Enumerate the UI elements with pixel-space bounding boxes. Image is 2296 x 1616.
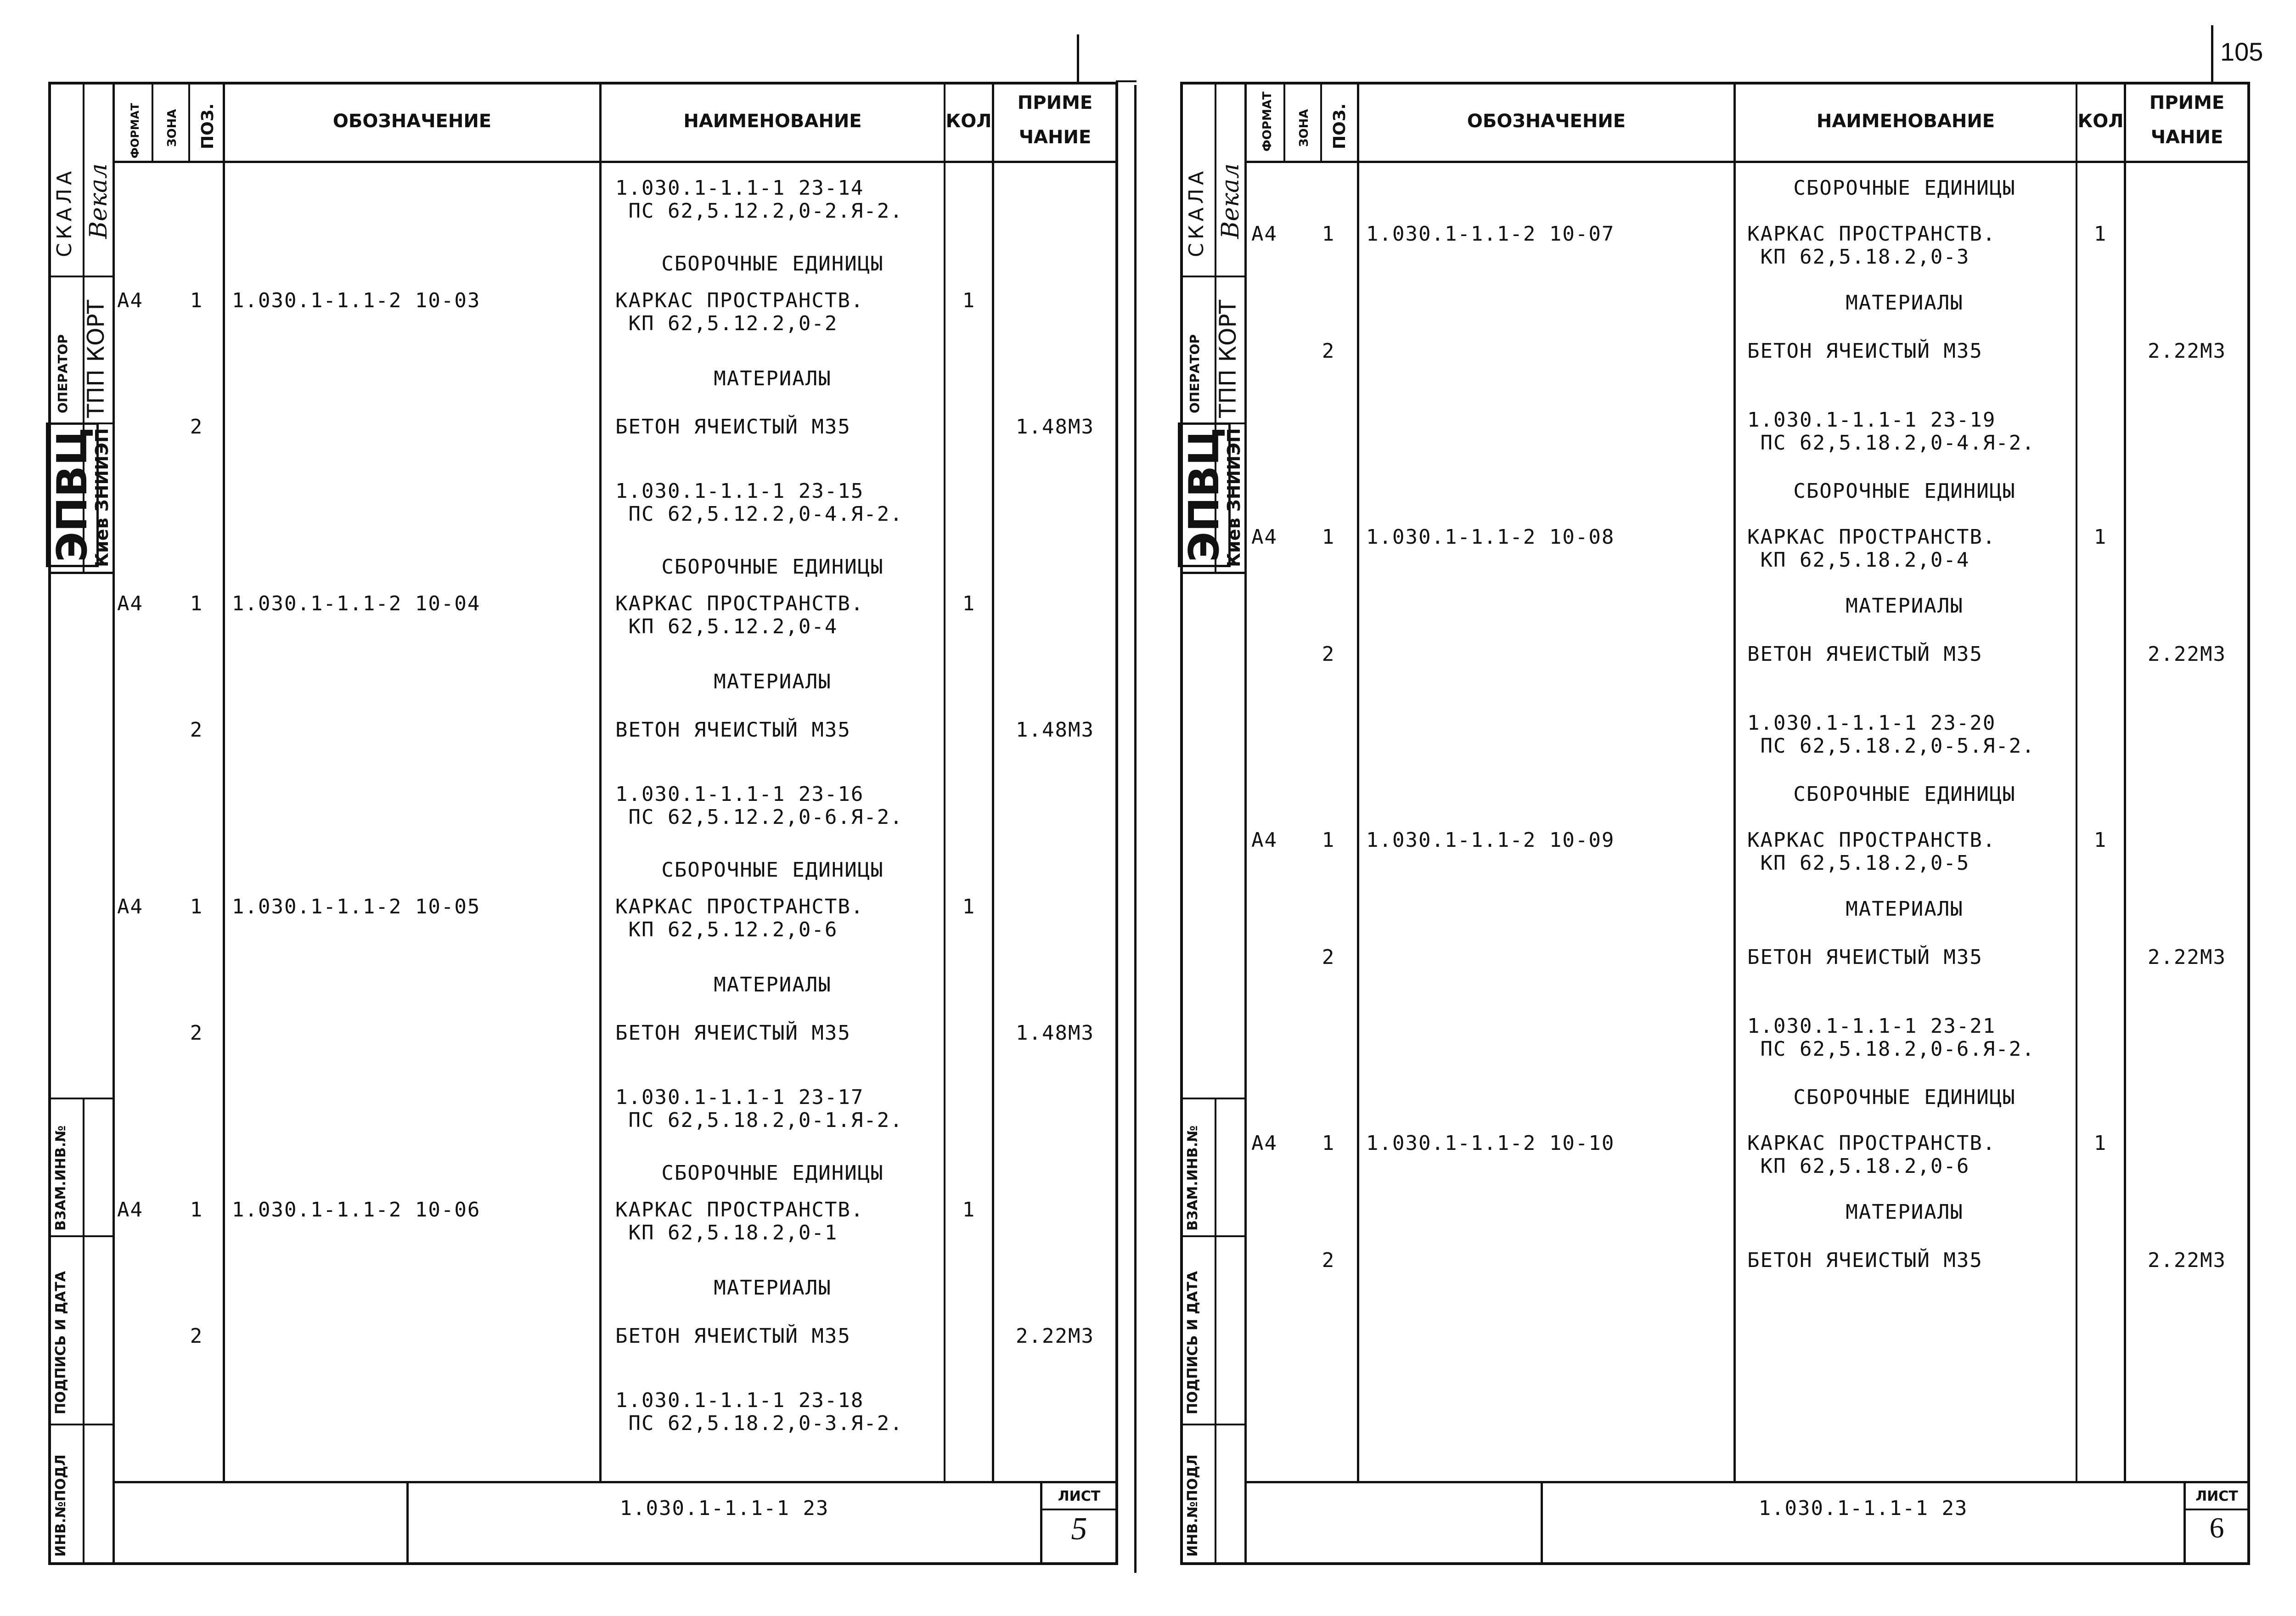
row-position: 1: [1322, 1132, 1335, 1155]
inv-label: ИНВ.№ПОДЛ: [53, 1454, 69, 1557]
row-name: 1.030.1-1.1-1 23-18 ПС 62,5.18.2,0-3.Я-2.: [615, 1389, 903, 1435]
header-qty-right: КОЛ: [2077, 111, 2124, 132]
row-section-title: МАТЕРИАЛЫ: [714, 1276, 832, 1300]
podpis-label: ПОДПИСЬ И ДАТА: [53, 1271, 69, 1414]
row-note: 2.22М3: [2148, 946, 2226, 969]
row-designation: 1.030.1-1.1-2 10-04: [232, 592, 481, 615]
header-zone: ЗОНА: [165, 109, 179, 147]
row-name: БЕТОН ЯЧЕИСТЫЙ М35: [615, 1324, 851, 1348]
podpis-label-right: ПОДПИСЬ И ДАТА: [1185, 1271, 1201, 1414]
inv-label-right: ИНВ.№ПОДЛ: [1185, 1454, 1201, 1557]
left-sheet-number: 5: [1071, 1511, 1087, 1547]
row-section-title: СБОРОЧНЫЕ ЕДИНИЦЫ: [1793, 1086, 2016, 1109]
row-section-title: СБОРОЧНЫЕ ЕДИНИЦЫ: [661, 252, 884, 276]
row-note: 2.22М3: [1016, 1324, 1094, 1348]
row-section-title: СБОРОЧНЫЕ ЕДИНИЦЫ: [661, 1161, 884, 1185]
row-designation: 1.030.1-1.1-2 10-06: [232, 1198, 481, 1222]
row-name: ВЕТОН ЯЧЕИСТЫЙ М35: [1747, 642, 1983, 666]
row-format: А4: [117, 1198, 143, 1222]
row-position: 1: [1322, 222, 1335, 246]
row-quantity: 1: [962, 592, 976, 615]
row-quantity: 1: [2093, 222, 2107, 246]
row-format: А4: [117, 592, 143, 615]
row-note: 2.22М3: [2148, 642, 2226, 666]
row-designation: 1.030.1-1.1-2 10-07: [1366, 222, 1615, 246]
right-sheet-number: 6: [2209, 1511, 2224, 1544]
row-name: 1.030.1-1.1-1 23-20 ПС 62,5.18.2,0-5.Я-2.: [1747, 711, 2035, 758]
row-quantity: 1: [962, 1198, 976, 1222]
header-name-right: НАИМЕНОВАНИЕ: [1816, 111, 1995, 132]
org-sub-label: Киев ЗНИИЭП: [92, 428, 112, 567]
row-format: А4: [1251, 1132, 1277, 1155]
row-name: КАРКАС ПРОСТРАНСТВ. КП 62,5.12.2,0-2: [615, 289, 864, 335]
row-position: 1: [190, 895, 203, 918]
row-name: ВЕТОН ЯЧЕИСТЫЙ М35: [615, 718, 851, 742]
row-designation: 1.030.1-1.1-2 10-08: [1366, 525, 1615, 549]
header-designation-right: ОБОЗНАЧЕНИЕ: [1467, 111, 1626, 132]
header-note-1-right: ПРИМЕ: [2149, 92, 2225, 113]
row-quantity: 1: [2093, 828, 2107, 852]
row-section-title: СБОРОЧНЫЕ ЕДИНИЦЫ: [1793, 783, 2016, 806]
row-name: КАРКАС ПРОСТРАНСТВ. КП 62,5.18.2,0-6: [1747, 1132, 1996, 1178]
row-note: 1.48М3: [1016, 718, 1094, 742]
header-note-1: ПРИМЕ: [1017, 92, 1093, 113]
row-quantity: 1: [2093, 525, 2107, 549]
row-quantity: 1: [2093, 1132, 2107, 1155]
scale-label: СКАЛА: [53, 167, 76, 257]
row-position: 2: [1322, 1249, 1335, 1272]
row-section-title: МАТЕРИАЛЫ: [714, 367, 832, 390]
header-designation: ОБОЗНАЧЕНИЕ: [332, 111, 492, 132]
row-section-title: МАТЕРИАЛЫ: [1846, 291, 1964, 315]
header-note-2-right: ЧАНИЕ: [2150, 127, 2223, 148]
operator-value: ТПП КОРТ: [83, 299, 109, 418]
org-label: ЭПВЦ: [46, 422, 99, 567]
org-sub-label-right: Киев ЗНИИЭП: [1224, 428, 1244, 567]
row-section-title: СБОРОЧНЫЕ ЕДИНИЦЫ: [661, 858, 884, 882]
page-number: 105: [2220, 37, 2263, 66]
scale-signature-right: Векал: [1217, 163, 1244, 239]
row-format: А4: [1251, 828, 1277, 852]
header-note-2: ЧАНИЕ: [1019, 127, 1092, 148]
header-qty: КОЛ: [945, 111, 992, 132]
header-pos-right: ПОЗ.: [1330, 103, 1349, 149]
row-note: 1.48М3: [1016, 1021, 1094, 1045]
row-section-title: МАТЕРИАЛЫ: [1846, 1200, 1964, 1224]
row-name: 1.030.1-1.1-1 23-15 ПС 62,5.12.2,0-4.Я-2.: [615, 479, 903, 526]
row-position: 2: [1322, 339, 1335, 363]
left-list-label: ЛИСТ: [1058, 1488, 1101, 1504]
row-designation: 1.030.1-1.1-2 10-05: [232, 895, 481, 918]
right-footer-code: 1.030.1-1.1-1 23: [1758, 1497, 1968, 1520]
row-name: КАРКАС ПРОСТРАНСТВ. КП 62,5.18.2,0-5: [1747, 828, 1996, 875]
left-footer-code: 1.030.1-1.1-1 23: [619, 1497, 829, 1520]
row-name: 1.030.1-1.1-1 23-17 ПС 62,5.18.2,0-1.Я-2.: [615, 1086, 903, 1132]
row-section-title: СБОРОЧНЫЕ ЕДИНИЦЫ: [1793, 479, 2016, 503]
row-designation: 1.030.1-1.1-2 10-03: [232, 289, 481, 312]
row-position: 2: [190, 718, 203, 742]
row-note: 1.48М3: [1016, 415, 1094, 439]
header-name: НАИМЕНОВАНИЕ: [683, 111, 862, 132]
row-section-title: МАТЕРИАЛЫ: [1846, 897, 1964, 921]
row-quantity: 1: [962, 895, 976, 918]
row-quantity: 1: [962, 289, 976, 312]
scale-label-right: СКАЛА: [1185, 167, 1208, 257]
row-position: 1: [190, 592, 203, 615]
row-position: 2: [1322, 642, 1335, 666]
row-name: КАРКАС ПРОСТРАНСТВ. КП 62,5.12.2,0-4: [615, 592, 864, 638]
row-name: КАРКАС ПРОСТРАНСТВ. КП 62,5.18.2,0-1: [615, 1198, 864, 1244]
org-label-right: ЭПВЦ: [1178, 422, 1231, 567]
operator-label: ОПЕРАТОР: [55, 334, 70, 413]
row-format: А4: [117, 895, 143, 918]
row-name: БЕТОН ЯЧЕИСТЫЙ М35: [1747, 339, 1983, 363]
row-position: 1: [1322, 525, 1335, 549]
row-position: 2: [190, 415, 203, 439]
right-list-label: ЛИСТ: [2195, 1488, 2238, 1504]
row-position: 1: [190, 289, 203, 312]
row-name: КАРКАС ПРОСТРАНСТВ. КП 62,5.18.2,0-4: [1747, 525, 1996, 572]
row-designation: 1.030.1-1.1-2 10-09: [1366, 828, 1615, 852]
vzam-label-right: ВЗАМ.ИНВ.№: [1185, 1125, 1201, 1231]
row-section-title: СБОРОЧНЫЕ ЕДИНИЦЫ: [1793, 176, 2016, 200]
row-designation: 1.030.1-1.1-2 10-10: [1366, 1132, 1615, 1155]
header-format: ФОРМАТ: [129, 103, 141, 158]
row-format: А4: [117, 289, 143, 312]
row-section-title: МАТЕРИАЛЫ: [714, 670, 832, 693]
row-position: 2: [190, 1324, 203, 1348]
row-name: БЕТОН ЯЧЕИСТЫЙ М35: [1747, 1249, 1983, 1272]
operator-value-right: ТПП КОРТ: [1215, 299, 1241, 418]
row-section-title: СБОРОЧНЫЕ ЕДИНИЦЫ: [661, 555, 884, 579]
row-position: 2: [190, 1021, 203, 1045]
row-name: 1.030.1-1.1-1 23-21 ПС 62,5.18.2,0-6.Я-2.: [1747, 1014, 2035, 1061]
row-name: БЕТОН ЯЧЕИСТЫЙ М35: [1747, 946, 1983, 969]
header-zone-right: ЗОНА: [1297, 109, 1311, 147]
header-format-right: ФОРМАТ: [1261, 91, 1274, 152]
scale-signature: Векал: [85, 163, 113, 239]
row-name: КАРКАС ПРОСТРАНСТВ. КП 62,5.12.2,0-6: [615, 895, 864, 941]
row-format: А4: [1251, 525, 1277, 549]
header-pos: ПОЗ.: [198, 103, 217, 149]
row-name: КАРКАС ПРОСТРАНСТВ. КП 62,5.18.2,0-3: [1747, 222, 1996, 269]
row-position: 1: [190, 1198, 203, 1222]
operator-label-right: ОПЕРАТОР: [1187, 334, 1202, 413]
row-name: 1.030.1-1.1-1 23-16 ПС 62,5.12.2,0-6.Я-2.: [615, 783, 903, 829]
row-name: 1.030.1-1.1-1 23-14 ПС 62,5.12.2,0-2.Я-2.: [615, 176, 903, 223]
row-position: 1: [1322, 828, 1335, 852]
row-note: 2.22М3: [2148, 339, 2226, 363]
row-note: 2.22М3: [2148, 1249, 2226, 1272]
row-name: БЕТОН ЯЧЕИСТЫЙ М35: [615, 1021, 851, 1045]
row-position: 2: [1322, 946, 1335, 969]
row-section-title: МАТЕРИАЛЫ: [1846, 594, 1964, 618]
row-name: 1.030.1-1.1-1 23-19 ПС 62,5.18.2,0-4.Я-2.: [1747, 408, 2035, 455]
row-section-title: МАТЕРИАЛЫ: [714, 973, 832, 997]
vzam-label: ВЗАМ.ИНВ.№: [53, 1125, 69, 1231]
row-format: А4: [1251, 222, 1277, 246]
row-name: БЕТОН ЯЧЕИСТЫЙ М35: [615, 415, 851, 439]
